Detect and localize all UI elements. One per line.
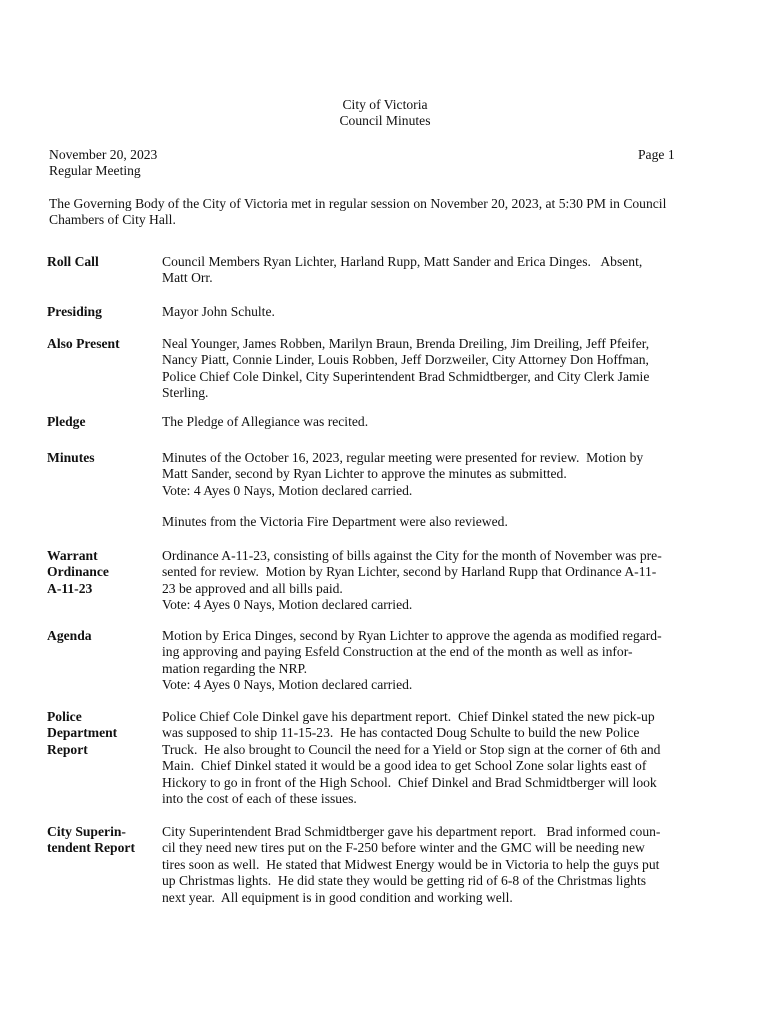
section-label-line: Agenda bbox=[47, 628, 92, 643]
text-line: Vote: 4 Ayes 0 Nays, Motion declared carried. bbox=[162, 597, 413, 613]
section-label bbox=[47, 304, 162, 320]
section-body bbox=[162, 548, 722, 614]
section-body bbox=[162, 336, 722, 402]
section-body bbox=[162, 254, 722, 287]
text-line: Neal Younger, James Robben, Marilyn Braun, Brenda Dreiling, Jim Dreiling, Jeff Pfeifer, bbox=[162, 336, 650, 351]
section-body bbox=[162, 709, 722, 807]
section-label bbox=[47, 336, 162, 402]
section-label-line: Presiding bbox=[47, 304, 102, 319]
text-line: Sterling. bbox=[162, 385, 209, 401]
document-title-block bbox=[0, 97, 770, 130]
page-number: Page 1 bbox=[638, 147, 675, 162]
text-line: Main. Chief Dinkel stated it would be a good idea to get School Zone solar lights east of bbox=[162, 758, 647, 774]
section-label bbox=[47, 628, 162, 694]
text-line: Nancy Piatt, Connie Linder, Louis Robben, Jeff Dorzweiler, City Attorney Don Hoffman, bbox=[162, 352, 649, 368]
document-title: Council Minutes bbox=[339, 113, 431, 129]
text-line: ing approving and paying Esfeld Construction at the end of the month as well as infor- bbox=[162, 644, 633, 660]
text-line: Vote: 4 Ayes 0 Nays, Motion declared carried. bbox=[162, 482, 413, 498]
section-label-line: Warrant bbox=[47, 548, 98, 563]
minutes-section bbox=[47, 336, 722, 402]
text-line: tires soon as well. He stated that Midwest Energy would be in Victoria to help the guys put bbox=[162, 856, 660, 872]
section-label-line: Ordinance bbox=[47, 564, 109, 580]
text-line: mation regarding the NRP. bbox=[162, 660, 307, 676]
section-body bbox=[162, 414, 722, 430]
meeting-info bbox=[49, 147, 157, 180]
section-label bbox=[47, 414, 162, 430]
minutes-section bbox=[47, 304, 722, 320]
text-line: Minutes from the Victoria Fire Department were also reviewed. bbox=[162, 514, 508, 530]
section-label-line: Roll Call bbox=[47, 254, 99, 269]
section-paragraph bbox=[162, 254, 722, 287]
minutes-section bbox=[47, 628, 722, 694]
minutes-section bbox=[47, 709, 722, 807]
text-line: The Pledge of Allegiance was recited. bbox=[162, 414, 369, 429]
section-label-line: City Superin- bbox=[47, 824, 126, 839]
text-line: Ordinance A-11-23, consisting of bills against the City for the month of November was pre- bbox=[162, 548, 662, 563]
minutes-section bbox=[47, 824, 722, 906]
section-paragraph bbox=[162, 414, 722, 430]
text-line: was supposed to ship 11-15-23. He has contacted Doug Schulte to build the new Police bbox=[162, 725, 640, 741]
section-body bbox=[162, 304, 722, 320]
section-label-line: Pledge bbox=[47, 414, 86, 429]
section-paragraph bbox=[162, 824, 722, 906]
intro-paragraph: The Governing Body of the City of Victoria met in regular session on November 20, 2023, at 5:30 PM in Council Chambers of City Hall. bbox=[49, 196, 667, 228]
section-label bbox=[47, 709, 162, 807]
text-line: up Christmas lights. He did state they would be getting rid of 6-8 of the Christmas lights bbox=[162, 873, 647, 889]
text-line: Hickory to go in front of the High School. Chief Dinkel and Brad Schmidtberger will look bbox=[162, 774, 657, 790]
text-line: 23 be approved and all bills paid. bbox=[162, 580, 343, 596]
section-paragraph bbox=[162, 336, 722, 402]
minutes-section bbox=[47, 548, 722, 614]
minutes-section bbox=[47, 254, 722, 287]
section-label bbox=[47, 824, 162, 906]
section-label bbox=[47, 548, 162, 614]
section-label-line: tendent Report bbox=[47, 840, 135, 856]
text-line: Truck. He also brought to Council the need for a Yield or Stop sign at the corner of 6th and bbox=[162, 741, 661, 757]
section-paragraph bbox=[162, 514, 722, 530]
meeting-type: Regular Meeting bbox=[49, 163, 141, 179]
section-body bbox=[162, 450, 722, 531]
minutes-section bbox=[47, 414, 722, 430]
text-line: Police Chief Cole Dinkel, City Superintendent Brad Schmidtberger, and City Clerk Jamie bbox=[162, 368, 650, 384]
text-line: cil they need new tires put on the F-250 before winter and the GMC will be needing new bbox=[162, 840, 645, 856]
section-label bbox=[47, 254, 162, 287]
text-line: Matt Orr. bbox=[162, 270, 213, 286]
section-label-line: Police bbox=[47, 709, 82, 724]
text-line: next year. All equipment is in good condition and working well. bbox=[162, 889, 513, 905]
text-line: Police Chief Cole Dinkel gave his department report. Chief Dinkel stated the new pick-up bbox=[162, 709, 655, 724]
text-line: Motion by Erica Dinges, second by Ryan Lichter to approve the agenda as modified regard- bbox=[162, 628, 662, 643]
section-label-line: Department bbox=[47, 725, 118, 741]
city-name: City of Victoria bbox=[342, 97, 428, 112]
section-body bbox=[162, 824, 722, 906]
section-label-line: Report bbox=[47, 741, 88, 757]
text-line: Mayor John Schulte. bbox=[162, 304, 275, 319]
section-label-line: Also Present bbox=[47, 336, 120, 351]
section-label-line: A-11-23 bbox=[47, 580, 93, 596]
section-paragraph bbox=[162, 304, 722, 320]
section-paragraph bbox=[162, 709, 722, 807]
section-body bbox=[162, 628, 722, 694]
text-line: City Superintendent Brad Schmidtberger gave his department report. Brad informed coun- bbox=[162, 824, 661, 839]
text-line: Council Members Ryan Lichter, Harland Rupp, Matt Sander and Erica Dinges. Absent, bbox=[162, 254, 643, 269]
section-paragraph bbox=[162, 548, 722, 614]
section-label-line: Minutes bbox=[47, 450, 95, 465]
text-line: Matt Sander, second by Ryan Lichter to approve the minutes as submitted. bbox=[162, 466, 567, 482]
text-line: into the cost of each of these issues. bbox=[162, 791, 357, 807]
minutes-section bbox=[47, 450, 722, 531]
section-label bbox=[47, 450, 162, 531]
text-line: sented for review. Motion by Ryan Lichter, second by Harland Rupp that Ordinance A-11- bbox=[162, 564, 657, 580]
meeting-date: November 20, 2023 bbox=[49, 147, 158, 162]
text-line: Minutes of the October 16, 2023, regular meeting were presented for review. Motion by bbox=[162, 450, 644, 465]
text-line: Vote: 4 Ayes 0 Nays, Motion declared carried. bbox=[162, 677, 413, 693]
section-paragraph bbox=[162, 450, 722, 499]
section-paragraph bbox=[162, 628, 722, 694]
